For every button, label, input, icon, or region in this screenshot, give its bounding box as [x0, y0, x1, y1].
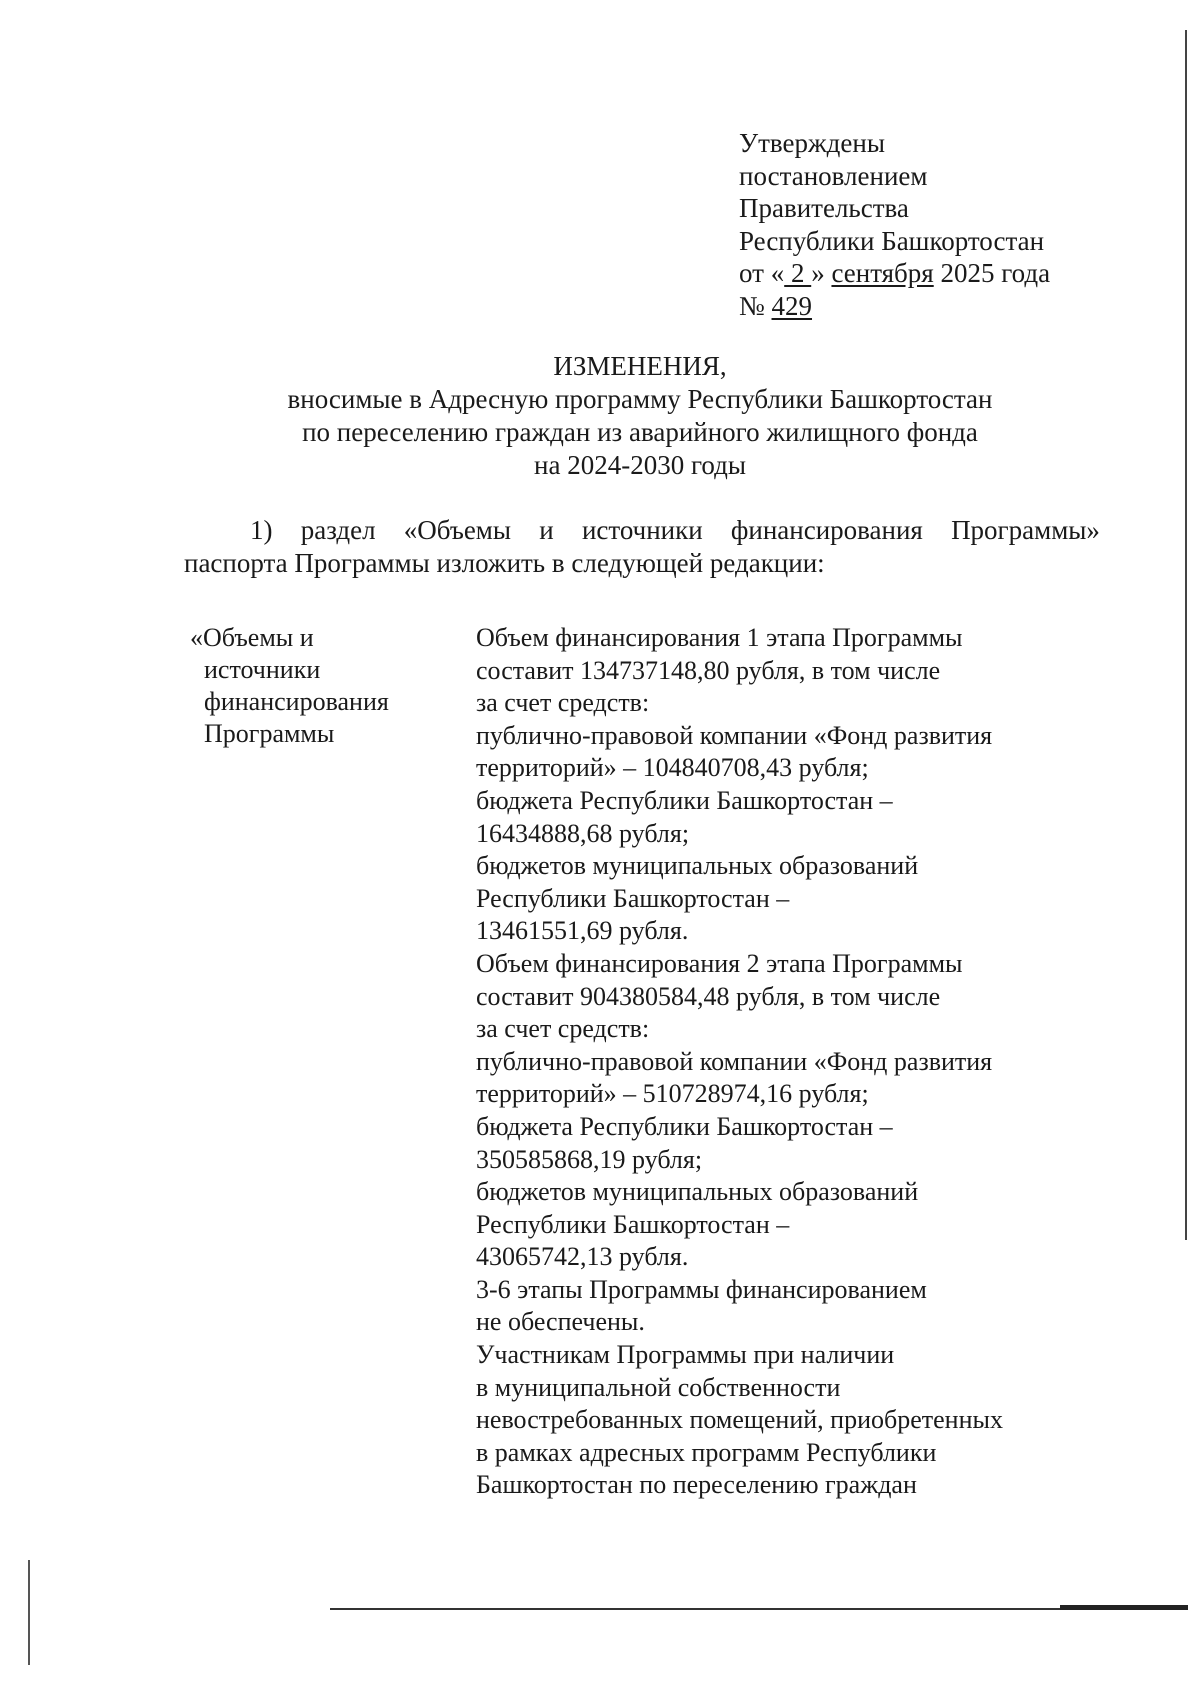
value-line: составит 134737148,80 рубля, в том числе [476, 655, 941, 685]
value-line: Башкортостан по переселению граждан [476, 1470, 917, 1500]
value-line: в рамках адресных программ Республики [476, 1437, 937, 1467]
date-day: 2 [784, 258, 812, 288]
label-line: «Объемы и [190, 623, 314, 652]
approval-line-1: Утверждены [739, 128, 885, 158]
intro-word: Программы» [951, 515, 1100, 545]
approval-date [739, 257, 1159, 290]
intro-line-1 [184, 514, 1100, 547]
value-line: 16434888,68 рубля; [476, 818, 690, 848]
value-line: территорий» – 510728974,16 рубля; [476, 1079, 869, 1109]
value-line: территорий» – 104840708,43 рубля; [476, 753, 869, 783]
document-title [180, 350, 1100, 482]
value-line: невостребованных помещений, приобретенных [476, 1405, 1003, 1435]
label-line: финансирования [204, 687, 389, 716]
title-line-3: на 2024-2030 годы [534, 450, 746, 480]
value-line: не обеспечены. [476, 1307, 645, 1337]
value-line: публично-правовой компании «Фонд развития [476, 1046, 993, 1076]
intro-word: раздел [300, 515, 376, 545]
intro-word: «Объемы [403, 515, 512, 545]
value-line: Республики Башкортостан – [476, 883, 790, 913]
date-month: сентября [831, 258, 934, 288]
approval-block [739, 127, 1159, 322]
date-mid: » [811, 258, 832, 288]
passport-section-value [476, 622, 1176, 1502]
intro-word: источники [581, 515, 703, 545]
value-line: бюджета Республики Башкортостан – [476, 1111, 893, 1141]
approval-line-3: Правительства [739, 193, 909, 223]
value-line: Республики Башкортостан – [476, 1209, 790, 1239]
value-line: бюджетов муниципальных образований [476, 851, 919, 881]
value-line: публично-правовой компании «Фонд развития [476, 720, 993, 750]
approval-line-4: Республики Башкортостан [739, 225, 1045, 256]
approval-line-2: постановлением [739, 160, 928, 191]
value-line: бюджета Республики Башкортостан – [476, 785, 893, 815]
number-value: 429 [771, 290, 813, 321]
passport-section-label [190, 622, 450, 750]
value-line: бюджетов муниципальных образований [476, 1177, 919, 1207]
date-suffix: 2025 года [933, 258, 1051, 288]
value-line: составит 904380584,48 рубля, в том числе [476, 981, 941, 1011]
value-line: за счет средств: [476, 1014, 650, 1044]
title-heading: ИЗМЕНЕНИЯ, [553, 351, 727, 381]
value-line: Участникам Программы при наличии [476, 1340, 895, 1370]
scan-edge-left [28, 1560, 30, 1665]
value-line: 3-6 этапы Программы финансированием [476, 1274, 927, 1304]
intro-line-2: паспорта Программы изложить в следующей редакции: [184, 548, 825, 578]
title-line-2: по переселению граждан из аварийного жилищного фонда [302, 417, 978, 447]
value-line: Объем финансирования 1 этапа Программы [476, 623, 963, 652]
intro-word: 1) [250, 515, 273, 545]
label-line: источники [204, 655, 321, 684]
value-line: 350585868,19 рубля; [476, 1144, 703, 1174]
value-line: в муниципальной собственности [476, 1372, 841, 1402]
approval-number [739, 290, 1159, 323]
value-line: 13461551,69 рубля. [476, 916, 689, 946]
date-prefix: от « [739, 258, 785, 288]
intro-paragraph [184, 514, 1100, 580]
title-line-1: вносимые в Адресную программу Республики Башкортостан [287, 384, 993, 414]
scan-edge-right [1185, 30, 1187, 1240]
bottom-rule-thick [1060, 1605, 1188, 1610]
label-line: Программы [204, 719, 335, 748]
value-line: 43065742,13 рубля. [476, 1242, 689, 1272]
intro-word: и [539, 515, 554, 545]
intro-word: финансирования [730, 515, 923, 545]
value-line: за счет средств: [476, 688, 650, 718]
value-line: Объем финансирования 2 этапа Программы [476, 948, 963, 978]
number-prefix: № [739, 290, 772, 321]
